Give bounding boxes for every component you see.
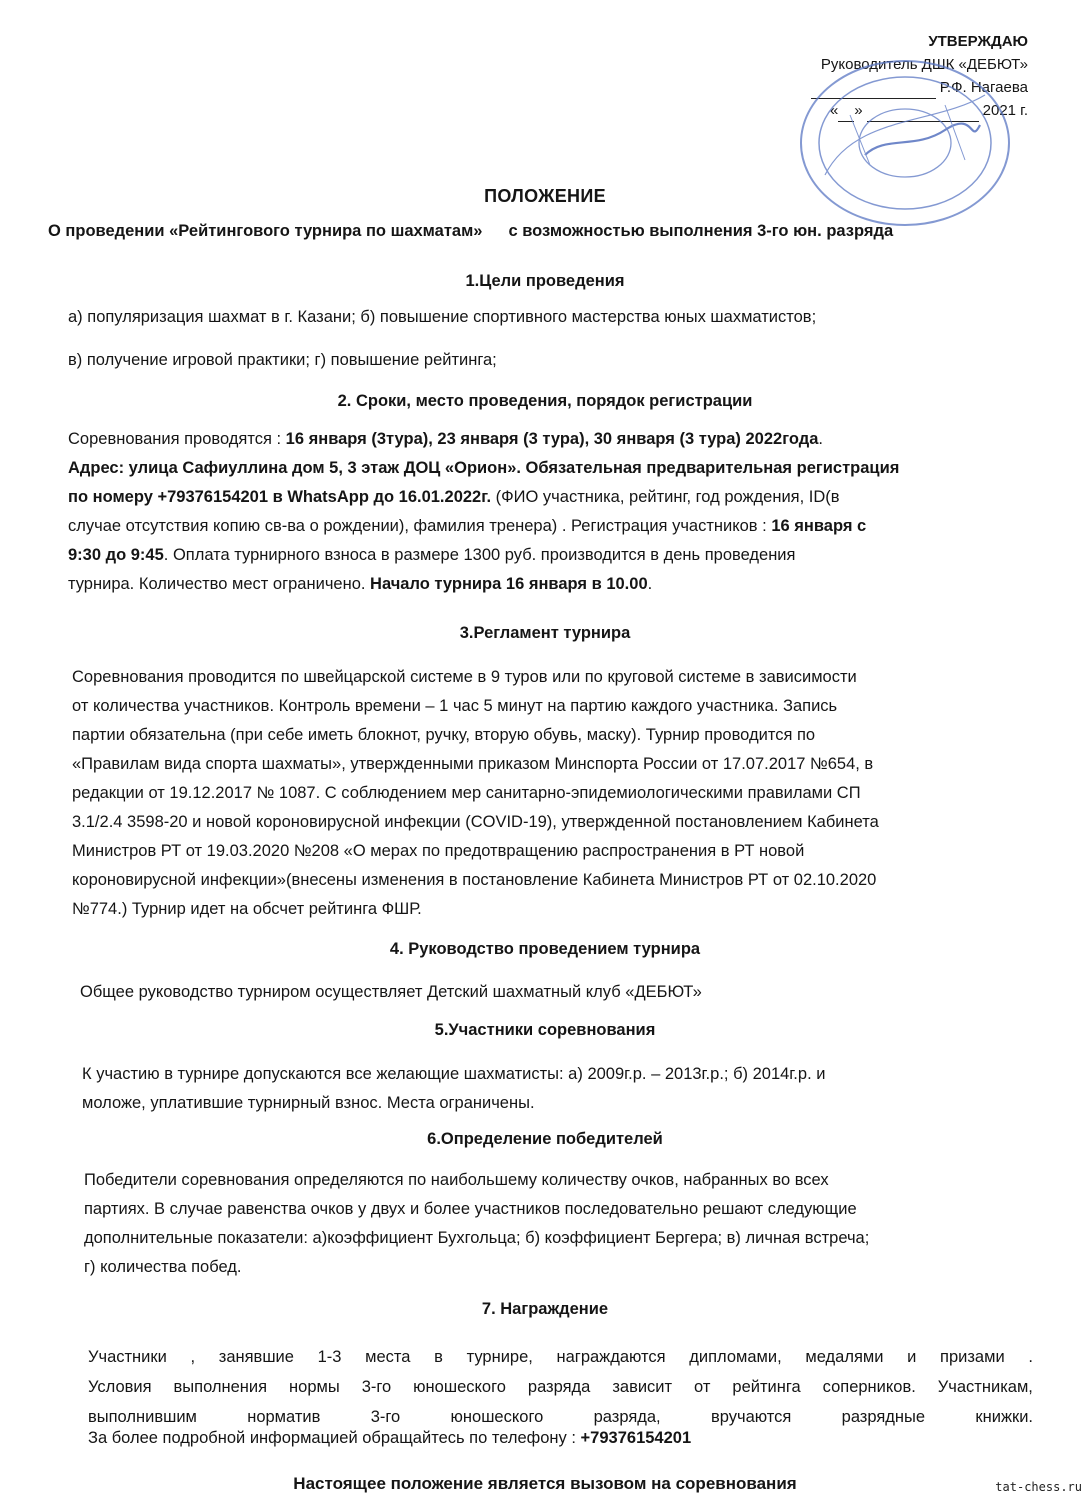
word: призами [940,1348,1005,1366]
paragraph-line: К участию в турнире допускаются все желающие шахматисты: а) 2009г.р. – 2013г.р.; б) 2014г.р. и [82,1065,826,1083]
paragraph-line [88,1424,1048,1453]
text-run: За более подробной информацией обращайтесь по телефону : [88,1429,581,1447]
paragraph-line: партии обязательна (при себе иметь блокнот, ручку, вторую обувь, маску). Турнир проводится по [72,726,816,744]
subtitle-part-2: с возможностью выполнения 3-го юн. разряда [508,222,894,240]
word: дипломами, [689,1348,782,1366]
word: рейтинга [732,1378,801,1396]
section-body-management [80,978,1040,1007]
paragraph-line [68,570,1028,599]
registration-time-run: 9:30 до 9:45 [68,546,164,564]
paragraph-line: от количества участников. Контроль времени – 1 час 5 минут на партию каждого участника. Запись [72,697,838,715]
paragraph-line: Соревнования проводится по швейцарской системе в 9 туров или по круговой системе в зависимости [72,668,857,686]
paragraph-line: Министров РТ от 19.03.2020 №208 «О мерах по предотвращению распространения в РТ новой [72,842,805,860]
registration-phone-run: по номеру +79376154201 в WhatsApp до 16.01.2022г. [68,488,492,506]
contact-phone: +79376154201 [580,1429,692,1447]
justified-line-1 [88,1342,1033,1372]
start-time-run: Начало турнира 16 января в 10.00 [370,575,648,593]
paragraph-line: №774.) Турнир идет на обсчет рейтинга ФШР. [72,900,422,918]
text-run: . [647,575,653,593]
paragraph-line: а) популяризация шахмат в г. Казани; б) повышение спортивного мастерства юных шахматистов; [68,308,817,326]
section-heading-awards: 7. Награждение [481,1300,609,1318]
section-heading-goals: 1.Цели проведения [465,272,625,290]
word: юношеского [413,1378,506,1396]
paragraph-line [68,512,1028,541]
text-run: . Оплата турнирного взноса в размере 1300 руб. производится в день проведения [163,546,796,564]
word: вручаются [710,1408,792,1426]
footer-note: Настоящее положение является вызовом на соревнования [293,1474,797,1493]
paragraph-line: партиях. В случае равенства очков у двух и более участников последовательно решают следующие [84,1200,857,1218]
paragraph-line: дополнительные показатели: а)коэффициент Бухгольца; б) коэффициент Бергера; в) личная встреча; [84,1229,870,1247]
text-run: случае отсутствия копию св-ва о рождении), фамилия тренера) . Регистрация участников : [68,517,772,535]
word: 3-го [370,1408,401,1426]
paragraph-line: «Правилам вида спорта шахматы», утвержденными приказом Минспорта России от 17.07.2017 №654, в [72,755,874,773]
word: разряда [527,1378,591,1396]
section-heading-participants: 5.Участники соревнования [434,1021,656,1039]
word: Условия [88,1378,152,1396]
word: выполнившим [88,1408,197,1426]
word: разряда, [593,1408,661,1426]
word: , [190,1348,196,1366]
word: Участникам, [937,1378,1033,1396]
registration-date-run: 16 января с [771,517,867,535]
section-heading-dates: 2. Сроки, место проведения, порядок регистрации [337,392,753,410]
paragraph-line [68,541,1028,570]
section-heading-rules: 3.Регламент турнира [459,624,631,642]
paragraph-line: Адрес: улица Сафиуллина дом 5, 3 этаж ДОЦ «Орион». Обязательная предварительная регистрация [68,459,900,477]
paragraph-line: 3.1/2.4 3598-20 и новой короновирусной инфекции (COVID-19), утвержденной постановлением Кабинета [72,813,879,831]
approval-name: Р.Ф. Нагаева [939,79,1028,96]
word: разрядные [841,1408,926,1426]
date-mid-quote: » [854,102,863,119]
subtitle-part-1: О проведении «Рейтингового турнира по шахматам» [48,222,483,240]
document-subtitle [48,222,1038,241]
text-run: Соревнования проводятся : [68,430,286,448]
dates-run: 16 января (3тура), 23 января (3 тура), 30 января (3 тура) 2022года [285,430,819,448]
site-watermark: tat-chess.ru [995,1480,1082,1494]
section-body-rules [72,663,1032,924]
paragraph-line: Победители соревнования определяются по наибольшему количеству очков, набранных во всех [84,1171,829,1189]
paragraph-line [68,483,1028,512]
word: занявшие [218,1348,294,1366]
word: турнире, [466,1348,533,1366]
word: и [907,1348,917,1366]
paragraph-line: короновирусной инфекции»(внесены изменения в постановление Кабинета Министров РТ от 02.10.2020 [72,871,877,889]
paragraph-line: редакции от 19.12.2017 № 1087. С соблюдением мер санитарно-эпидемиологическими правилами СП [72,784,861,802]
word: награждаются [556,1348,666,1366]
word: 1-3 [317,1348,342,1366]
word: нормы [289,1378,340,1396]
approval-word: УТВЕРЖДАЮ [928,33,1028,50]
text-run: турнира. Количество мест ограничено. [68,575,371,593]
text-run: . [818,430,823,448]
word: . [1028,1348,1033,1366]
word: медалями [805,1348,884,1366]
word: юношеского [450,1408,544,1426]
word: Участники [88,1348,167,1366]
justified-line-2 [88,1372,1033,1402]
approval-year: 2021 г. [982,102,1028,119]
section-heading-winners: 6.Определение победителей [427,1130,663,1148]
word: выполнения [173,1378,268,1396]
awards-contact-line [88,1424,1048,1453]
section-body-dates [68,425,1028,599]
paragraph-line: Общее руководство турниром осуществляет Детский шахматный клуб «ДЕБЮТ» [80,983,702,1001]
paragraph-line: моложе, уплатившие турнирный взнос. Места ограничены. [82,1094,535,1112]
paragraph-line [68,425,1028,454]
section-body-goals [68,303,1028,375]
word: в [434,1348,443,1366]
section-body-winners [84,1166,1044,1282]
document-title: ПОЛОЖЕНИЕ [484,186,606,206]
section-body-participants [82,1060,1042,1118]
date-open-quote: « [829,102,839,119]
paragraph-line: г) количества побед. [84,1258,242,1276]
word: норматив [247,1408,321,1426]
word: от [694,1378,711,1396]
word: места [365,1348,411,1366]
text-run: (ФИО участника, рейтинг, год рождения, ID(в [491,488,840,506]
approval-position: Руководитель ДШК «ДЕБЮТ» [820,56,1028,73]
section-body-awards [88,1342,1033,1432]
section-heading-management: 4. Руководство проведением турнира [389,940,701,958]
word: зависит [612,1378,673,1396]
paragraph-line: в) получение игровой практики; г) повышение рейтинга; [68,351,497,369]
word: книжки. [975,1408,1033,1426]
word: соперников. [822,1378,916,1396]
word: 3-го [361,1378,392,1396]
